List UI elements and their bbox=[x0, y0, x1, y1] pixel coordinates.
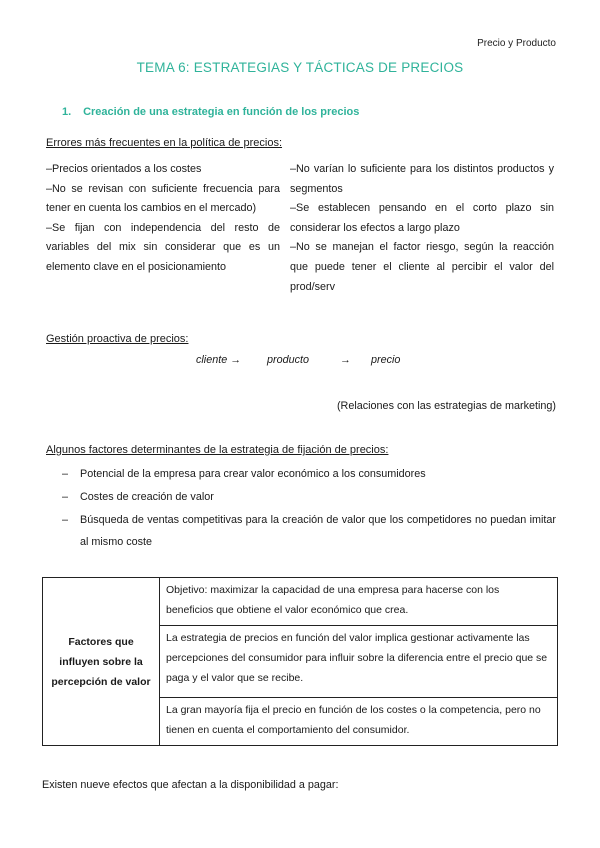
factors-heading-text: Algunos factores determinantes de la estrategia de fijación de precios: bbox=[46, 444, 389, 456]
bullet-dash: – bbox=[62, 491, 69, 503]
error-item: –Precios orientados a los costes bbox=[46, 163, 202, 175]
error-item: –Se establecen pensando en el corto plazo sin considerar los efectos a largo plazo bbox=[290, 202, 554, 234]
errors-heading bbox=[46, 134, 282, 154]
bullet-dash: – bbox=[62, 468, 69, 480]
factors-heading bbox=[46, 441, 388, 461]
list-item-text: Búsqueda de ventas competitivas para la creación de valor que los competidores no puedan imitar al mismo coste bbox=[80, 514, 556, 548]
section-number: 1. bbox=[62, 106, 72, 118]
error-item: –No se revisan con suficiente frecuencia para tener en cuenta los cambios en el mercado) bbox=[46, 182, 280, 215]
error-item: –Se fijan con independencia del resto de variables del mix sin considerar que es un elemento clave en el posicionamiento bbox=[46, 221, 280, 273]
page-title: TEMA 6: ESTRATEGIAS Y TÁCTICAS DE PRECIOS bbox=[136, 60, 464, 75]
error-item: –No se manejan el factor riesgo, según la reacción que puede tener el cliente al percibir el valor del prod/serv bbox=[290, 241, 554, 293]
list-item bbox=[46, 463, 556, 485]
flow-step-producto: producto bbox=[267, 354, 310, 366]
flow-arrow: → bbox=[340, 354, 351, 366]
section-heading bbox=[62, 106, 359, 118]
error-item: –No varían lo suficiente para los distintos productos y segmentos bbox=[290, 163, 554, 195]
errors-right-column bbox=[290, 160, 554, 297]
table-cell: La gran mayoría fija el precio en función de los costes o la competencia, pero no tienen en cuenta el comportamiento del consumidor. bbox=[160, 698, 558, 746]
table-cell: La estrategia de precios en función del valor implica gestionar activamente las percepciones del consumidor para influir sobre la diferencia entre el precio que se paga y el valor que se recibe. bbox=[160, 626, 558, 698]
bullet-dash: – bbox=[62, 514, 69, 526]
section-title: Creación de una estrategia en función de los precios bbox=[83, 106, 360, 118]
list-item bbox=[46, 486, 556, 508]
table-row-label: Factores que influyen sobre la percepción de valor bbox=[43, 578, 160, 746]
value-perception-table bbox=[42, 577, 558, 746]
table-cell: Objetivo: maximizar la capacidad de una empresa para hacerse con los beneficios que obtiene el valor económico que crea. bbox=[160, 578, 558, 626]
list-item bbox=[46, 509, 556, 553]
proactive-heading bbox=[46, 330, 188, 350]
list-item-text: Potencial de la empresa para crear valor económico a los consumidores bbox=[80, 468, 426, 480]
table-row bbox=[43, 578, 558, 626]
proactive-heading-text: Gestión proactiva de precios: bbox=[46, 333, 189, 345]
closing-paragraph: Existen nueve efectos que afectan a la disponibilidad a pagar: bbox=[42, 779, 339, 791]
errors-left-column bbox=[46, 160, 280, 278]
flow-step-precio: precio bbox=[371, 354, 401, 366]
marketing-relations-note: (Relaciones con las estrategias de marketing) bbox=[336, 400, 556, 412]
flow-step-cliente: cliente → bbox=[196, 354, 242, 366]
errors-heading-text: Errores más frecuentes en la política de precios: bbox=[46, 137, 283, 149]
factors-list bbox=[46, 463, 556, 554]
list-item-text: Costes de creación de valor bbox=[80, 491, 214, 503]
running-header: Precio y Producto bbox=[477, 38, 556, 49]
